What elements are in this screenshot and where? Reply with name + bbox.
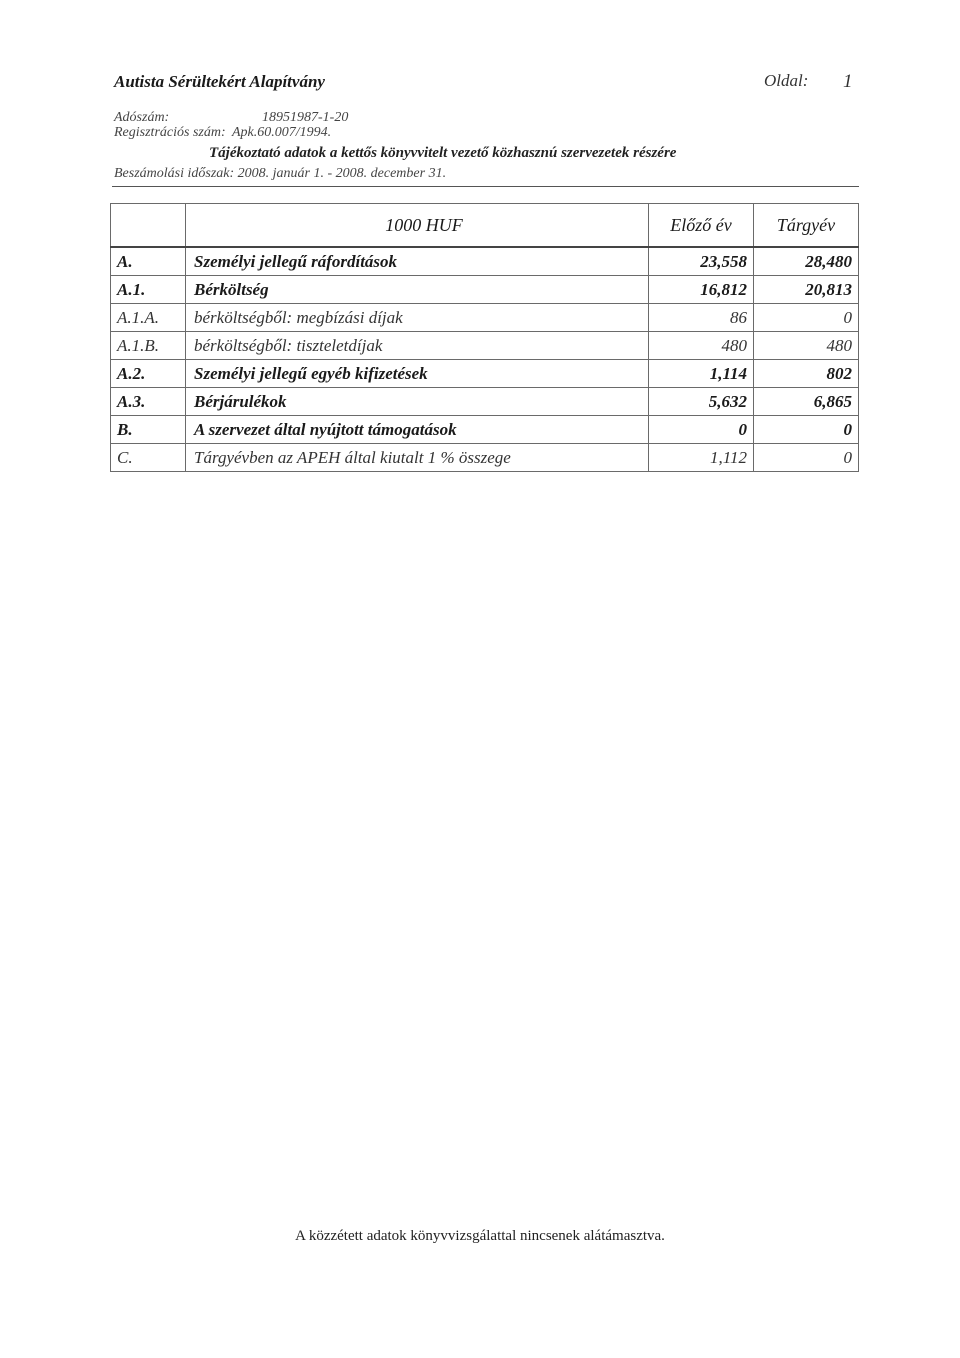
row-prev-value: 86 xyxy=(649,304,754,332)
page-number: 1 xyxy=(843,71,853,92)
row-code: B. xyxy=(111,416,186,444)
table-row xyxy=(111,276,859,304)
row-code: A.2. xyxy=(111,360,186,388)
table-row xyxy=(111,416,859,444)
row-prev-value: 16,812 xyxy=(649,276,754,304)
tax-id-value: 18951987-1-20 xyxy=(262,110,349,125)
tax-id-label: Adószám: xyxy=(114,110,170,125)
row-code: A.1.B. xyxy=(111,332,186,360)
unit-header: 1000 HUF xyxy=(186,204,649,248)
row-name: Bérköltség xyxy=(186,276,649,304)
row-prev-value: 0 xyxy=(649,416,754,444)
table-row xyxy=(111,247,859,276)
table-row xyxy=(111,304,859,332)
row-prev-value: 23,558 xyxy=(649,247,754,276)
organization-name: Autista Sérültekért Alapítvány xyxy=(114,72,325,91)
reporting-period: Beszámolási időszak: 2008. január 1. - 2008. december 31. xyxy=(114,166,447,181)
row-prev-value: 1,114 xyxy=(649,360,754,388)
row-code: C. xyxy=(111,444,186,472)
registration-value: Apk.60.007/1994. xyxy=(232,125,332,140)
header-divider xyxy=(112,186,859,187)
page-label: Oldal: xyxy=(764,71,809,90)
row-name: Bérjárulékok xyxy=(186,388,649,416)
row-prev-value: 1,112 xyxy=(649,444,754,472)
current-year-header: Tárgyév xyxy=(754,204,859,248)
row-code: A.1.A. xyxy=(111,304,186,332)
row-current-value: 480 xyxy=(754,332,859,360)
row-name: bérköltségből: megbízási díjak xyxy=(186,304,649,332)
table-row xyxy=(111,332,859,360)
financial-table xyxy=(110,203,859,472)
report-title: Tájékoztató adatok a kettős könyvvitelt vezető közhasznú szervezetek részére xyxy=(209,145,677,161)
row-current-value: 20,813 xyxy=(754,276,859,304)
table-row xyxy=(111,360,859,388)
row-current-value: 6,865 xyxy=(754,388,859,416)
row-current-value: 28,480 xyxy=(754,247,859,276)
row-name: A szervezet által nyújtott támogatások xyxy=(186,416,649,444)
table-header-row xyxy=(111,204,859,248)
code-column-header xyxy=(111,204,186,248)
row-prev-value: 480 xyxy=(649,332,754,360)
row-name: Személyi jellegű egyéb kifizetések xyxy=(186,360,649,388)
row-current-value: 0 xyxy=(754,304,859,332)
row-current-value: 0 xyxy=(754,416,859,444)
row-name: Tárgyévben az APEH által kiutalt 1 % összege xyxy=(186,444,649,472)
row-code: A. xyxy=(111,247,186,276)
table-row xyxy=(111,388,859,416)
registration-label: Regisztrációs szám: xyxy=(114,125,226,140)
row-current-value: 0 xyxy=(754,444,859,472)
prev-year-header: Előző év xyxy=(649,204,754,248)
row-name: Személyi jellegű ráfordítások xyxy=(186,247,649,276)
row-current-value: 802 xyxy=(754,360,859,388)
row-prev-value: 5,632 xyxy=(649,388,754,416)
row-name: bérköltségből: tiszteletdíjak xyxy=(186,332,649,360)
table-row xyxy=(111,444,859,472)
audit-disclaimer: A közzétett adatok könyvvizsgálattal nincsenek alátámasztva. xyxy=(295,1228,665,1244)
row-code: A.1. xyxy=(111,276,186,304)
row-code: A.3. xyxy=(111,388,186,416)
